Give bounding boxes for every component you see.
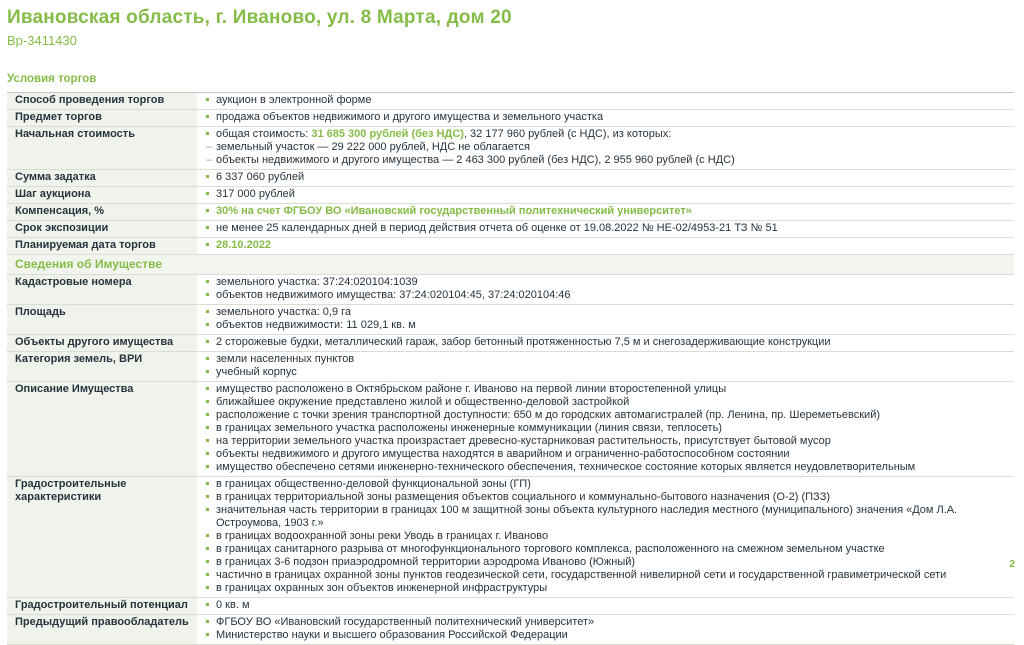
value-text: 2 сторожевые будки, металлический гараж, забор бетонный протяженностью 7,5 м и снегозадерживающие конструкции [216,336,831,348]
value-text: 317 000 рублей [216,188,295,200]
table-row [7,221,1014,238]
bullet-marker-icon [204,171,216,184]
value-line [204,396,1010,409]
row-label: Площадь [7,305,197,334]
bullet-marker-icon [204,409,216,422]
value-text: земельный участок — 29 222 000 рублей, НДС не облагается [216,141,530,153]
value-line [204,543,1010,556]
row-value [197,238,1014,254]
value-line [204,491,1010,504]
value-text: 30% на счет ФГБОУ ВО «Ивановский государственный политехнический университет» [216,205,692,217]
bullet-marker-icon [204,336,216,349]
row-value [197,598,1014,614]
value-text: продажа объектов недвижимого и другого имущества и земельного участка [216,111,604,123]
value-text: в границах санитарного разрыва от многофункционального торгового комплекса, расположенного на смежном земельном участке [216,543,885,555]
bullet-marker-icon [204,239,216,252]
value-text: на территории земельного участка произрастает древесно-кустарниковая растительность, присутствует бытовой мусор [216,435,831,447]
bullet-marker-icon [204,556,216,569]
bullet-marker-icon [204,289,216,302]
value-text: Министерство науки и высшего образования Российской Федерации [216,629,568,641]
row-value [197,110,1014,126]
row-value [197,352,1014,381]
bullet-marker-icon [204,222,216,235]
bullet-marker-icon [204,616,216,629]
value-line [204,276,1010,289]
row-value [197,305,1014,334]
bullet-marker-icon [204,422,216,435]
value-line [204,154,1010,167]
value-text: ближайшее окружение представлено жилой и общественно-деловой застройкой [216,396,630,408]
bullet-marker-icon [204,188,216,201]
bullet-marker-icon [204,383,216,396]
row-label: Кадастровые номера [7,275,197,304]
bullet-marker-icon [204,629,216,642]
value-line [204,353,1010,366]
row-label: Шаг аукциона [7,187,197,203]
table-row [7,305,1014,335]
value-line [204,94,1010,107]
bullet-marker-icon [204,448,216,461]
page-number: 2 [1009,559,1015,570]
value-text: объекты недвижимого и другого имущества находятся в аварийном и ограниченно-работоспособном состоянии [216,448,790,460]
value-line [204,128,1010,141]
value-text: учебный корпус [216,366,297,378]
value-line [204,188,1010,201]
row-label: Начальная стоимость [7,127,197,169]
value-text: земельного участка: 0,9 га [216,306,352,318]
row-label: Предыдущий правообладатель [7,615,197,644]
row-label: Способ проведения торгов [7,93,197,109]
bullet-marker-icon [204,569,216,582]
row-label: Описание Имущества [7,382,197,476]
table-row [7,170,1014,187]
table-row [7,204,1014,221]
row-label: Планируемая дата торгов [7,238,197,254]
value-line [204,616,1010,629]
value-text: 0 кв. м [216,599,250,611]
bullet-marker-icon [204,353,216,366]
value-text: в границах водоохранной зоны реки Уводь в границах г. Иваново [216,530,549,542]
value-text: в границах земельного участка расположены инженерные коммуникации (линия связи, теплосеть) [216,422,722,434]
table-row [7,615,1014,644]
row-value [197,170,1014,186]
value-text: в границах территориальной зоны размещения объектов социального и коммунально-бытового назначения (О-2) (ПЗЗ) [216,491,831,503]
value-text: объекты недвижимого и другого имущества — 2 463 300 рублей (без НДС), 2 955 960 рублей (с НДС) [216,154,735,166]
row-label: Градостроительный потенциал [7,598,197,614]
value-text: имущество расположено в Октябрьском районе г. Иваново на первой линии второстепенной улицы [216,383,727,395]
value-line [204,383,1010,396]
value-line [204,222,1010,235]
value-text: значительная часть территории в границах 100 м защитной зоны объекта культурного наследия местного (муниципального) значения «Дом Л.А. Остроумова, 1903 г.» [216,504,958,529]
row-label: Срок экспозиции [7,221,197,237]
row-value [197,93,1014,109]
value-line [204,319,1010,332]
table-row [7,93,1014,110]
value-line [204,599,1010,612]
row-value [197,275,1014,304]
table-row [7,238,1014,255]
value-line [204,366,1010,379]
row-label: Компенсация, % [7,204,197,220]
value-line [204,111,1010,124]
value-line [204,461,1010,474]
table-row [7,598,1014,615]
row-value [197,335,1014,351]
value-line [204,448,1010,461]
value-text: в границах общественно-деловой функциональной зоны (ГП) [216,478,531,490]
value-text: 6 337 060 рублей [216,171,305,183]
value-text: общая стоимость: 31 685 300 рублей (без НДС), 32 177 960 рублей (с НДС), из которых: [216,128,672,140]
value-line [204,306,1010,319]
bullet-marker-icon [204,111,216,124]
bullet-marker-icon [204,504,216,517]
bullet-marker-icon [204,582,216,595]
bullet-marker-icon [204,94,216,107]
value-text: 28.10.2022 [216,239,272,251]
value-line [204,478,1010,491]
table-row [7,110,1014,127]
conditions-table [7,92,1014,645]
value-line [204,171,1010,184]
row-value [197,221,1014,237]
row-value [197,187,1014,203]
dash-marker-icon: – [206,154,213,166]
row-label: Категория земель, ВРИ [7,352,197,381]
row-value [197,127,1014,169]
bullet-marker-icon [204,306,216,319]
page-title: Ивановская область, г. Иваново, ул. 8 Марта, дом 20 [7,7,512,28]
table-row [7,335,1014,352]
value-text: объектов недвижимости: 11 029,1 кв. м [216,319,416,331]
value-text: частично в границах охранной зоны пунктов геодезической сети, государственной нивелирной сети и государственной гравиметрической сети [216,569,947,581]
value-text: земельного участка: 37:24:020104:1039 [216,276,418,288]
row-value [197,204,1014,220]
bullet-marker-icon [204,543,216,556]
value-line [204,289,1010,302]
value-text: ФГБОУ ВО «Ивановский государственный политехнический университет» [216,616,595,628]
value-line [204,582,1010,595]
lot-code: Вр-3411430 [7,33,77,48]
value-line [204,239,1010,252]
value-text: объектов недвижимого имущества: 37:24:020104:45, 37:24:020104:46 [216,289,571,301]
table-row [7,127,1014,170]
bullet-marker-icon [204,435,216,448]
bullet-marker-icon [204,319,216,332]
value-line [204,141,1010,154]
bullet-marker-icon [204,461,216,474]
value-line [204,530,1010,543]
bullet-marker-icon [204,276,216,289]
table-title: Условия торгов [7,73,97,85]
value-text: в границах 3-6 подзон приаэродромной территории аэродрома Иваново (Южный) [216,556,636,568]
value-text: земли населенных пунктов [216,353,355,365]
value-text: аукцион в электронной форме [216,94,372,106]
table-row [7,477,1014,598]
table-row [7,352,1014,382]
value-text: расположение с точки зрения транспортной доступности: 650 м до городских автомагистралей (пр. Ленина, пр. Шереметьевский) [216,409,880,421]
table-row [7,275,1014,305]
row-value [197,477,1014,597]
bullet-marker-icon [204,396,216,409]
bullet-marker-icon [204,478,216,491]
value-line [204,556,1010,569]
value-text: не менее 25 календарных дней в период действия отчета об оценке от 19.08.2022 № НЕ-02/4953-21 ТЗ № 51 [216,222,778,234]
table-row [7,382,1014,477]
value-line [204,409,1010,422]
row-label: Объекты другого имущества [7,335,197,351]
value-line [204,435,1010,448]
value-line [204,422,1010,435]
bullet-marker-icon [204,205,216,218]
value-line [204,569,1010,582]
row-value [197,615,1014,644]
bullet-marker-icon [204,530,216,543]
bullet-marker-icon [204,491,216,504]
value-text: в границах охранных зон объектов инженерной инфраструктуры [216,582,548,594]
value-line [204,336,1010,349]
bullet-marker-icon [204,366,216,379]
row-label: Градостроительные характеристики [7,477,197,597]
bullet-marker-icon [204,599,216,612]
row-value [197,382,1014,476]
section-header: Сведения об Имуществе [7,255,1014,275]
bullet-marker-icon [204,128,216,141]
dash-marker-icon: – [206,141,213,153]
value-line [204,504,1010,530]
row-label: Предмет торгов [7,110,197,126]
value-line [204,205,1010,218]
value-text: имущество обеспечено сетями инженерно-технического обеспечения, техническое состояние которых является неудовлетворительным [216,461,916,473]
value-line [204,629,1010,642]
row-label: Сумма задатка [7,170,197,186]
table-row [7,187,1014,204]
